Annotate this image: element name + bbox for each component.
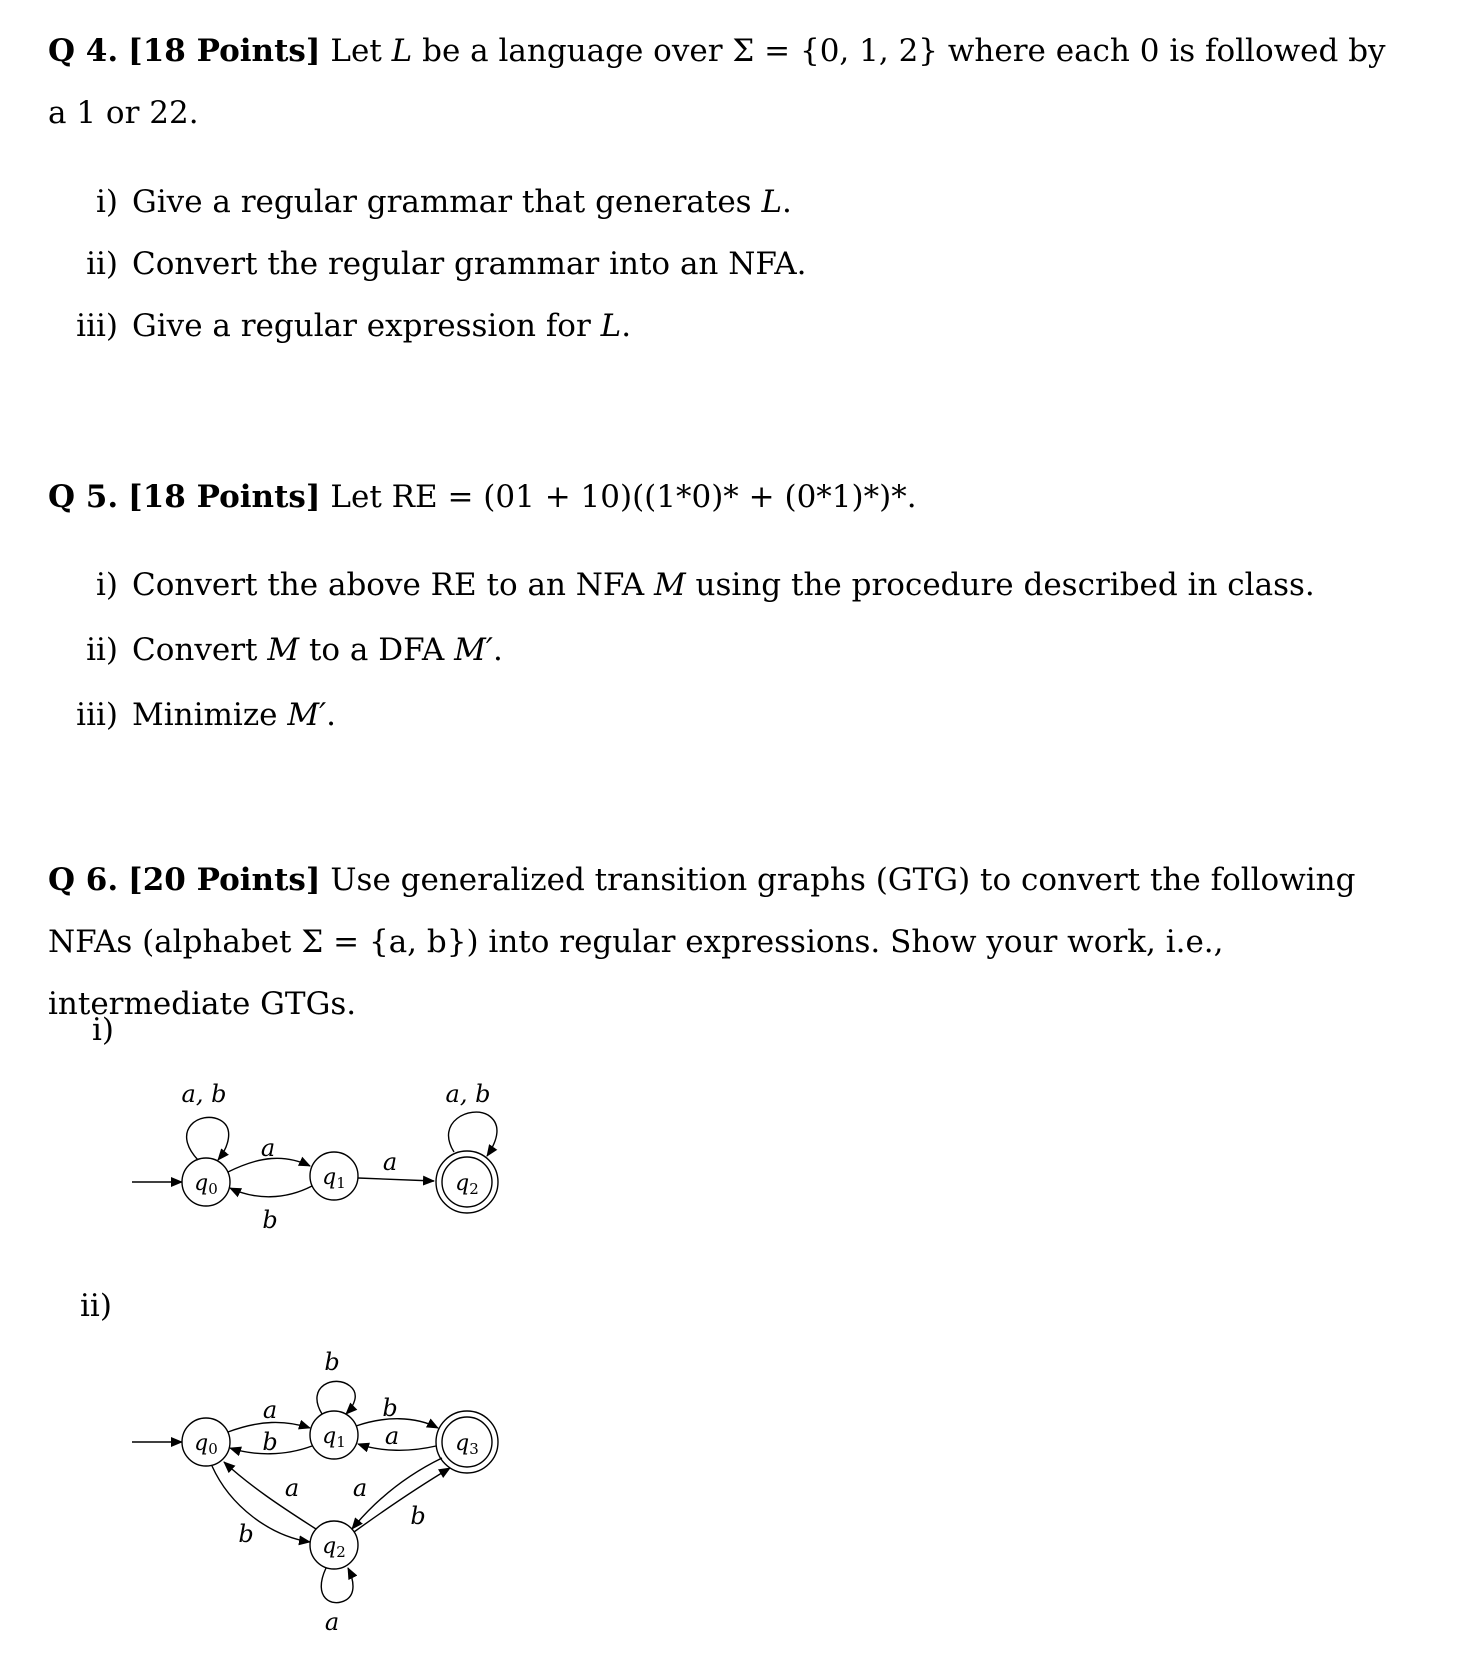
q5-item-3-text: [132, 695, 336, 735]
q4-var-L: L: [391, 33, 413, 69]
label-q2-q0-ii: a: [284, 1474, 300, 1502]
q5-statement: [48, 466, 1388, 528]
label-q2-q3-ii: b: [410, 1502, 426, 1530]
q6-text: Use generalized transition graphs (GTG) to convert the following NFAs (alphabet Σ = {a, b}) into regular expressions. Show your work, i.e., intermediate GTGs.: [48, 862, 1356, 1022]
loop-q2-ii: [321, 1568, 353, 1603]
q4-item-3-var: L: [600, 308, 622, 344]
q5-item-3-label: iii): [76, 697, 118, 733]
label-q3-q2-ii: a: [352, 1474, 368, 1502]
q4-item-2-text: Convert the regular grammar into an NFA.: [132, 246, 807, 282]
q6-sub-i-label: i): [92, 1012, 115, 1048]
diagram-i: [120, 1060, 640, 1230]
q4-item-1-text: [132, 182, 792, 222]
edge-q1-q0: [230, 1186, 312, 1197]
state-q0-text: 0: [208, 1180, 218, 1198]
label-q1-q0-ii: b: [262, 1428, 278, 1456]
state-q1-ii-label: q1: [322, 1424, 346, 1451]
q4-item-3-body: Give a regular expression for: [132, 308, 601, 344]
q4-item-1-body: Give a regular grammar that generates: [132, 184, 762, 220]
label-loop-q2: a, b: [445, 1080, 491, 1108]
state-q2-ii: [310, 1521, 358, 1569]
edge-q2-q3-ii: [354, 1468, 450, 1532]
edge-q1-q2: [358, 1178, 434, 1181]
state-q3-ii-text: 3: [469, 1440, 479, 1458]
q5-item-1-body-a: Convert the above RE to an NFA: [132, 567, 654, 603]
state-q1: [310, 1152, 358, 1200]
state-q2-ii-label: q2: [322, 1534, 346, 1561]
label-q0-q1-ii: a: [262, 1396, 278, 1424]
loop-q2: [449, 1112, 497, 1156]
q5-text: Let RE = (01 + 10)((1*0)* + (0*1)*)*.: [330, 479, 917, 515]
state-q2-ii-text: 2: [336, 1543, 346, 1561]
q5-item-3-body: Minimize: [132, 697, 288, 733]
q5-item-2-var2: M′: [454, 632, 493, 668]
q6-number: Q 6.: [48, 862, 119, 898]
loop-q1-ii: [317, 1381, 355, 1414]
state-q1-ii-text: 1: [336, 1433, 346, 1451]
q5-item-1-text: [132, 565, 1315, 605]
q4-item-2-label: ii): [86, 246, 118, 282]
q5-number: Q 5.: [48, 479, 119, 515]
q4-item-3-text: [132, 306, 631, 346]
state-q2-text: 2: [469, 1180, 479, 1198]
q4-item-1-var: L: [761, 184, 783, 220]
diagram-ii: [120, 1336, 640, 1646]
q5-points: [18 Points]: [128, 479, 321, 515]
q5-item-2-body-a: Convert: [132, 632, 268, 668]
q4-number: Q 4.: [48, 33, 119, 69]
label-loop-q2-ii: a: [324, 1608, 340, 1636]
q5-item-2-end: .: [492, 632, 503, 668]
state-q0-ii-label: q0: [194, 1431, 218, 1458]
label-loop-q1-ii: b: [324, 1348, 340, 1376]
q5-item-3-end: .: [326, 697, 337, 733]
state-q0: [182, 1158, 230, 1206]
q5-item-2-var: M: [267, 632, 300, 668]
state-q0-label: q0: [194, 1171, 218, 1198]
q5-item-1-var: M: [653, 567, 686, 603]
label-q1-q0: b: [262, 1206, 278, 1230]
q6-statement: [48, 849, 1388, 1035]
state-q1-ii: [310, 1411, 358, 1459]
label-q1-q2: a: [382, 1148, 398, 1176]
q4-item-1-label: i): [95, 184, 118, 220]
q4-text-a: Let: [330, 33, 392, 69]
q4-item-1-end: .: [782, 184, 792, 220]
state-q0-ii: [182, 1418, 230, 1466]
label-q3-q1-ii: a: [384, 1422, 400, 1450]
q5-item-2-body-b: to a DFA: [299, 632, 455, 668]
q4-points: [18 Points]: [128, 33, 321, 69]
label-q0-q1: a: [260, 1134, 276, 1162]
loop-q0: [187, 1117, 229, 1160]
q5-item-3-var: M′: [287, 697, 327, 733]
state-q1-text: 1: [336, 1174, 346, 1192]
edge-q2-q0-ii: [224, 1462, 316, 1529]
state-q3-ii-label: q3: [455, 1431, 479, 1458]
q5-item-2-label: ii): [86, 632, 118, 668]
label-q0-q2-ii: b: [238, 1520, 254, 1548]
state-q2-label: q2: [455, 1171, 479, 1198]
q5-item-1-body-b: using the procedure described in class.: [685, 567, 1315, 603]
q4-item-3-end: .: [621, 308, 632, 344]
label-q1-q3-ii: b: [382, 1394, 398, 1422]
q4-text-b: be a language over Σ = {0, 1, 2} where each 0 is followed by a 1 or 22.: [48, 33, 1386, 131]
q6-points: [20 Points]: [128, 862, 321, 898]
state-q2: [436, 1151, 498, 1213]
q4-statement: [48, 20, 1388, 144]
label-loop-q0: a, b: [181, 1080, 227, 1108]
q5-item-2-text: [132, 630, 503, 670]
q5-item-1-label: i): [95, 567, 118, 603]
state-q3-ii: [436, 1411, 498, 1473]
state-q1-label: q1: [322, 1165, 346, 1192]
q4-item-3-label: iii): [76, 308, 118, 344]
state-q0-ii-text: 0: [208, 1440, 218, 1458]
q6-sub-ii-label: ii): [80, 1288, 112, 1324]
